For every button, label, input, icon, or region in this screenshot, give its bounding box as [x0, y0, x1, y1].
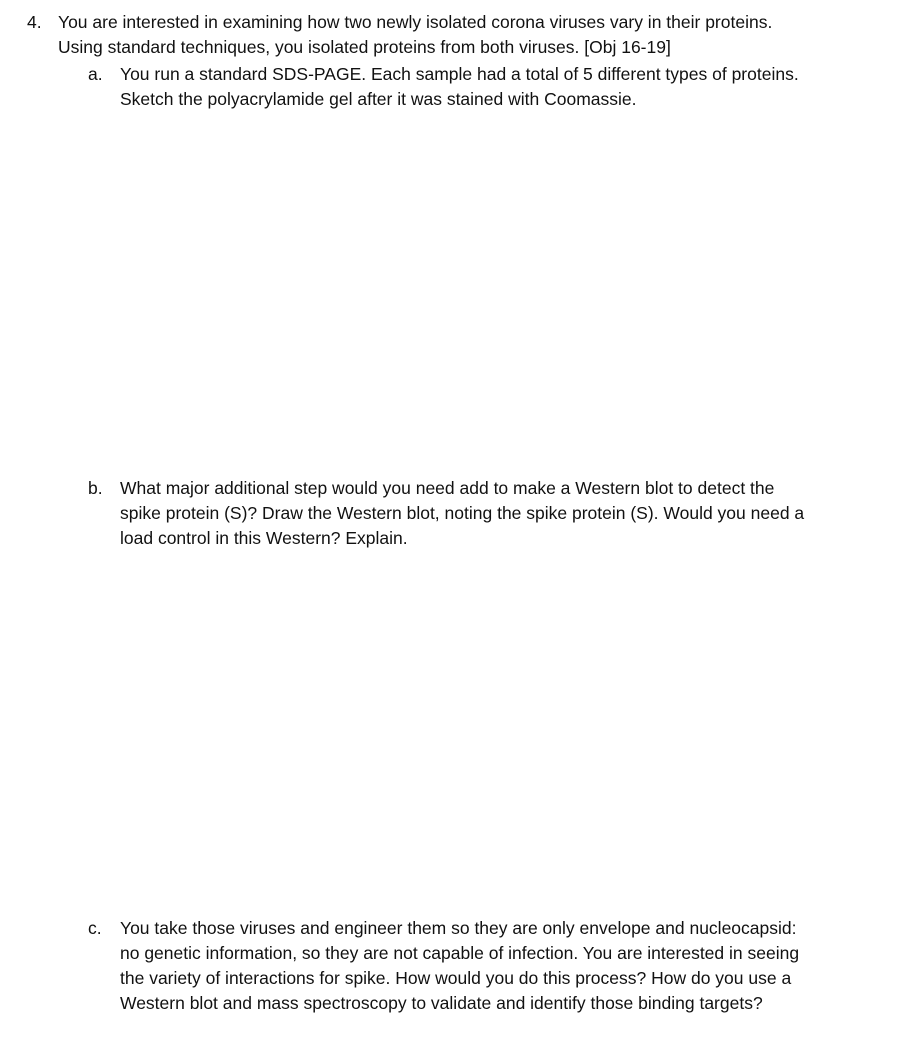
part-c-line: no genetic information, so they are not capable of infection. You are interested in seeing	[120, 943, 800, 963]
part-b	[88, 476, 878, 551]
part-b-line: load control in this Western? Explain.	[120, 528, 408, 548]
part-b-line: spike protein (S)? Draw the Western blot, noting the spike protein (S). Would you need a	[120, 503, 805, 523]
part-a-line: Sketch the polyacrylamide gel after it was stained with Coomassie.	[120, 89, 637, 109]
question-number: 4.	[27, 12, 42, 32]
part-b-answer-space	[88, 552, 878, 902]
question-stem-line: Using standard techniques, you isolated proteins from both viruses. [Obj 16-19]	[58, 37, 671, 57]
question-4	[27, 10, 877, 60]
part-a	[88, 62, 878, 112]
part-a-label: a.	[88, 64, 103, 84]
part-b-line: What major additional step would you need add to make a Western blot to detect the	[120, 478, 775, 498]
part-a-answer-space	[88, 114, 878, 464]
part-b-label: b.	[88, 478, 103, 498]
part-c-line: You take those viruses and engineer them so they are only envelope and nucleocapsid:	[120, 918, 797, 938]
part-b-text	[120, 476, 878, 551]
part-c-label: c.	[88, 918, 102, 938]
question-stem	[58, 10, 868, 60]
part-a-line: You run a standard SDS-PAGE. Each sample had a total of 5 different types of proteins.	[120, 64, 799, 84]
part-c	[88, 916, 878, 1016]
part-c-text	[120, 916, 878, 1016]
part-c-line: Western blot and mass spectroscopy to validate and identify those binding targets?	[120, 993, 763, 1013]
question-stem-line: You are interested in examining how two newly isolated corona viruses vary in their proteins.	[58, 12, 773, 32]
part-a-text	[120, 62, 878, 112]
part-c-line: the variety of interactions for spike. How would you do this process? How do you use a	[120, 968, 792, 988]
